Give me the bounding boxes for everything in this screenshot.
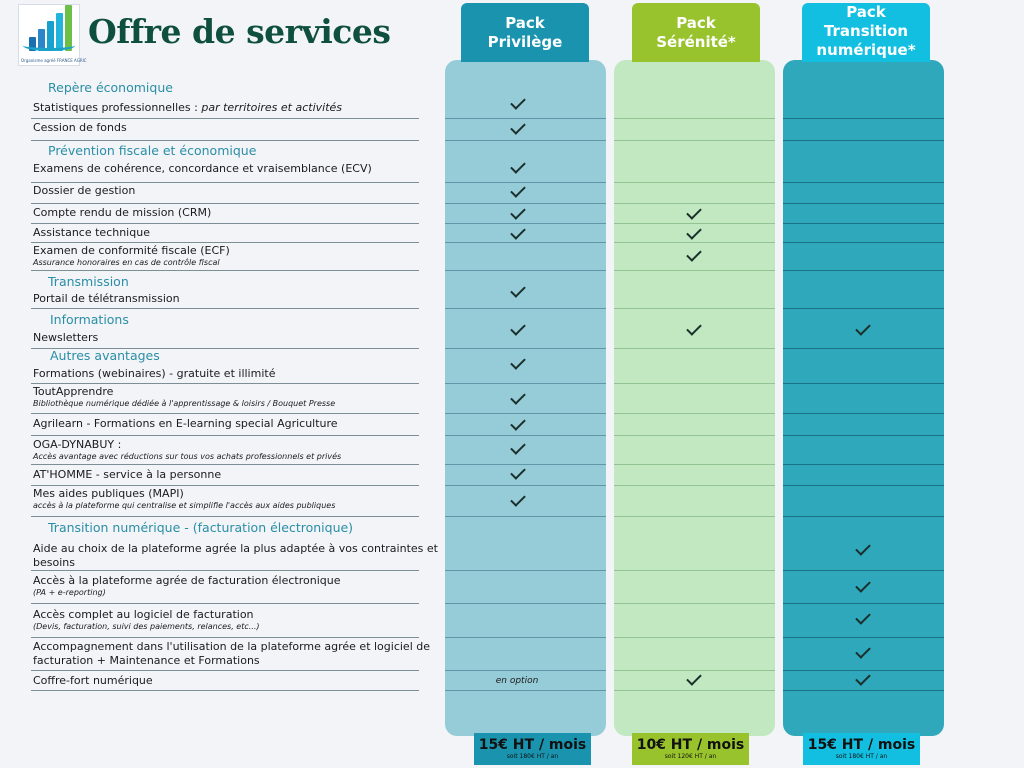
pack-transition-title-1: Pack — [846, 3, 886, 21]
row-divider — [31, 670, 419, 671]
column-row-divider — [614, 516, 775, 517]
service-label: Coffre-fort numérique — [33, 674, 153, 687]
service-item — [33, 121, 443, 135]
column-row-divider — [783, 485, 944, 486]
service-item — [33, 244, 443, 268]
service-label: Examen de conformité fiscale (ECF) — [33, 244, 230, 257]
service-label-detail: par territoires et activités — [201, 101, 343, 114]
column-row-divider — [783, 242, 944, 243]
pack-privilege-title-2: Privilège — [487, 32, 563, 51]
service-note: Accès avantage avec réductions sur tous vos achats professionnels et privés — [33, 452, 342, 461]
column-row-divider — [783, 118, 944, 119]
service-item — [33, 608, 443, 632]
service-label: Newsletters — [33, 331, 99, 344]
service-item — [33, 385, 443, 409]
option-label: en option — [495, 676, 539, 686]
column-row-divider — [445, 485, 606, 486]
column-row-divider — [445, 464, 606, 465]
row-divider — [31, 223, 419, 224]
service-item — [33, 674, 443, 688]
column-row-divider — [614, 570, 775, 571]
column-row-divider — [783, 603, 944, 604]
service-item — [33, 206, 443, 220]
column-row-divider — [614, 464, 775, 465]
pack-serenite-annual: soit 120€ HT / an — [664, 753, 717, 760]
pack-transition-header — [802, 3, 930, 62]
column-row-divider — [614, 348, 775, 349]
pack-transition-price: 15€ HT / mois — [807, 737, 916, 753]
pack-serenite-price-badge — [632, 733, 749, 765]
column-row-divider — [783, 690, 944, 691]
column-row-divider — [614, 690, 775, 691]
column-row-divider — [783, 383, 944, 384]
column-row-divider — [445, 603, 606, 604]
pack-transition-title-3: numérique* — [816, 41, 916, 59]
row-divider — [31, 118, 419, 119]
column-row-divider — [614, 118, 775, 119]
column-row-divider — [783, 223, 944, 224]
pack-privilege-header — [461, 3, 589, 62]
column-row-divider — [783, 464, 944, 465]
column-row-divider — [614, 603, 775, 604]
logo-tagline: Organisme agréé FRANCE AGRIC — [21, 58, 87, 63]
service-label: OGA-DYNABUY : — [33, 438, 122, 451]
column-row-divider — [445, 270, 606, 271]
column-row-divider — [783, 516, 944, 517]
company-logo — [18, 4, 87, 66]
pack-transition-price-badge — [803, 733, 920, 765]
row-divider — [31, 637, 419, 638]
service-item — [33, 226, 443, 240]
section-title: Repère économique — [48, 80, 173, 95]
service-note: Assurance honoraires en cas de contrôle fiscal — [33, 258, 220, 267]
service-item — [33, 331, 443, 345]
service-label: ToutApprendre — [33, 385, 114, 398]
column-row-divider — [614, 182, 775, 183]
section-title: Transmission — [48, 274, 129, 289]
row-divider — [31, 413, 419, 414]
row-divider — [31, 570, 419, 571]
service-item — [33, 487, 443, 511]
section-title: Transition numérique - (facturation électronique) — [48, 520, 354, 535]
pack-serenite-price: 10€ HT / mois — [636, 737, 745, 753]
column-row-divider — [614, 485, 775, 486]
row-divider — [31, 516, 419, 517]
row-divider — [31, 140, 419, 141]
service-item — [33, 101, 443, 115]
service-label: AT'HOMME - service à la personne — [33, 468, 222, 481]
pack-serenite-title-2: Sérénité* — [656, 32, 736, 51]
row-divider — [31, 485, 419, 486]
row-divider — [31, 242, 419, 243]
pack-serenite-header — [632, 3, 760, 62]
column-row-divider — [445, 308, 606, 309]
section-title: Autres avantages — [50, 348, 160, 363]
service-label: Mes aides publiques (MAPI) — [33, 487, 184, 500]
column-row-divider — [445, 383, 606, 384]
pack-serenite-title-1: Pack — [676, 13, 716, 32]
service-item — [33, 367, 443, 381]
service-item — [33, 574, 443, 598]
service-label: Compte rendu de mission (CRM) — [33, 206, 212, 219]
column-row-divider — [445, 223, 606, 224]
column-row-divider — [783, 203, 944, 204]
row-divider — [31, 383, 419, 384]
column-row-divider — [783, 140, 944, 141]
service-label: Assistance technique — [33, 226, 150, 239]
service-label: Accompagnement dans l'utilisation de la plateforme agrée et logiciel de facturation + Maintenance et Formations — [33, 640, 430, 667]
pack-privilege-annual: soit 180€ HT / an — [506, 753, 559, 760]
column-row-divider — [445, 570, 606, 571]
column-row-divider — [783, 435, 944, 436]
column-row-divider — [783, 570, 944, 571]
column-row-divider — [614, 383, 775, 384]
section-title: Informations — [50, 312, 129, 327]
row-divider — [31, 270, 419, 271]
column-row-divider — [783, 182, 944, 183]
pack-serenite-column — [614, 60, 775, 736]
column-row-divider — [783, 308, 944, 309]
column-row-divider — [445, 435, 606, 436]
column-row-divider — [614, 242, 775, 243]
section-title: Prévention fiscale et économique — [48, 143, 257, 158]
column-row-divider — [445, 670, 606, 671]
service-label: Dossier de gestion — [33, 184, 136, 197]
row-divider — [31, 203, 419, 204]
pack-privilege-column — [445, 60, 606, 736]
column-row-divider — [614, 413, 775, 414]
column-row-divider — [783, 348, 944, 349]
column-row-divider — [445, 413, 606, 414]
service-item — [33, 162, 443, 176]
column-row-divider — [614, 637, 775, 638]
pack-transition-annual: soit 180€ HT / an — [835, 753, 888, 760]
row-divider — [31, 690, 419, 691]
service-label: Cession de fonds — [33, 121, 127, 134]
service-label: Statistiques professionnelles : par territoires et activités — [33, 101, 343, 114]
pack-privilege-price-badge — [474, 733, 591, 765]
row-divider — [31, 182, 419, 183]
service-label: Portail de télétransmission — [33, 292, 180, 305]
column-row-divider — [445, 118, 606, 119]
service-item — [33, 542, 443, 570]
service-label: Accès complet au logiciel de facturation — [33, 608, 254, 621]
service-item — [33, 417, 443, 431]
pack-transition-column — [783, 60, 944, 736]
column-row-divider — [445, 516, 606, 517]
pack-transition-title-2: Transition — [823, 22, 909, 40]
column-row-divider — [445, 203, 606, 204]
service-item — [33, 640, 443, 668]
service-note: Bibliothèque numérique dédiée à l'apprentissage & loisirs / Bouquet Presse — [33, 399, 336, 408]
service-note: (Devis, facturation, suivi des paiements, relances, etc...) — [33, 622, 260, 631]
service-item — [33, 292, 443, 306]
service-item — [33, 468, 443, 482]
column-row-divider — [614, 270, 775, 271]
service-item — [33, 438, 443, 462]
column-row-divider — [783, 637, 944, 638]
row-divider — [31, 464, 419, 465]
service-label: Agrilearn - Formations en E-learning special Agriculture — [33, 417, 338, 430]
service-label: Accès à la plateforme agrée de facturation électronique — [33, 574, 341, 587]
column-row-divider — [445, 182, 606, 183]
row-divider — [31, 435, 419, 436]
page-title: Offre de services — [88, 12, 391, 51]
service-item — [33, 184, 443, 198]
column-row-divider — [445, 348, 606, 349]
row-divider — [31, 603, 419, 604]
column-row-divider — [445, 140, 606, 141]
column-row-divider — [614, 308, 775, 309]
column-row-divider — [614, 140, 775, 141]
service-label: Examens de cohérence, concordance et vraisemblance (ECV) — [33, 162, 372, 175]
column-row-divider — [445, 637, 606, 638]
column-row-divider — [445, 242, 606, 243]
pack-privilege-price: 15€ HT / mois — [478, 737, 587, 753]
column-row-divider — [783, 413, 944, 414]
service-label: Formations (webinaires) - gratuite et illimité — [33, 367, 276, 380]
column-row-divider — [614, 435, 775, 436]
column-row-divider — [445, 690, 606, 691]
service-note: accès à la plateforme qui centralise et simplifie l'accès aux aides publiques — [33, 501, 336, 510]
row-divider — [31, 308, 419, 309]
column-row-divider — [783, 270, 944, 271]
service-label: Aide au choix de la plateforme agrée la plus adaptée à vos contraintes et besoins — [33, 542, 438, 569]
service-note: (PA + e-reporting) — [33, 588, 106, 597]
pack-privilege-title-1: Pack — [505, 13, 545, 32]
